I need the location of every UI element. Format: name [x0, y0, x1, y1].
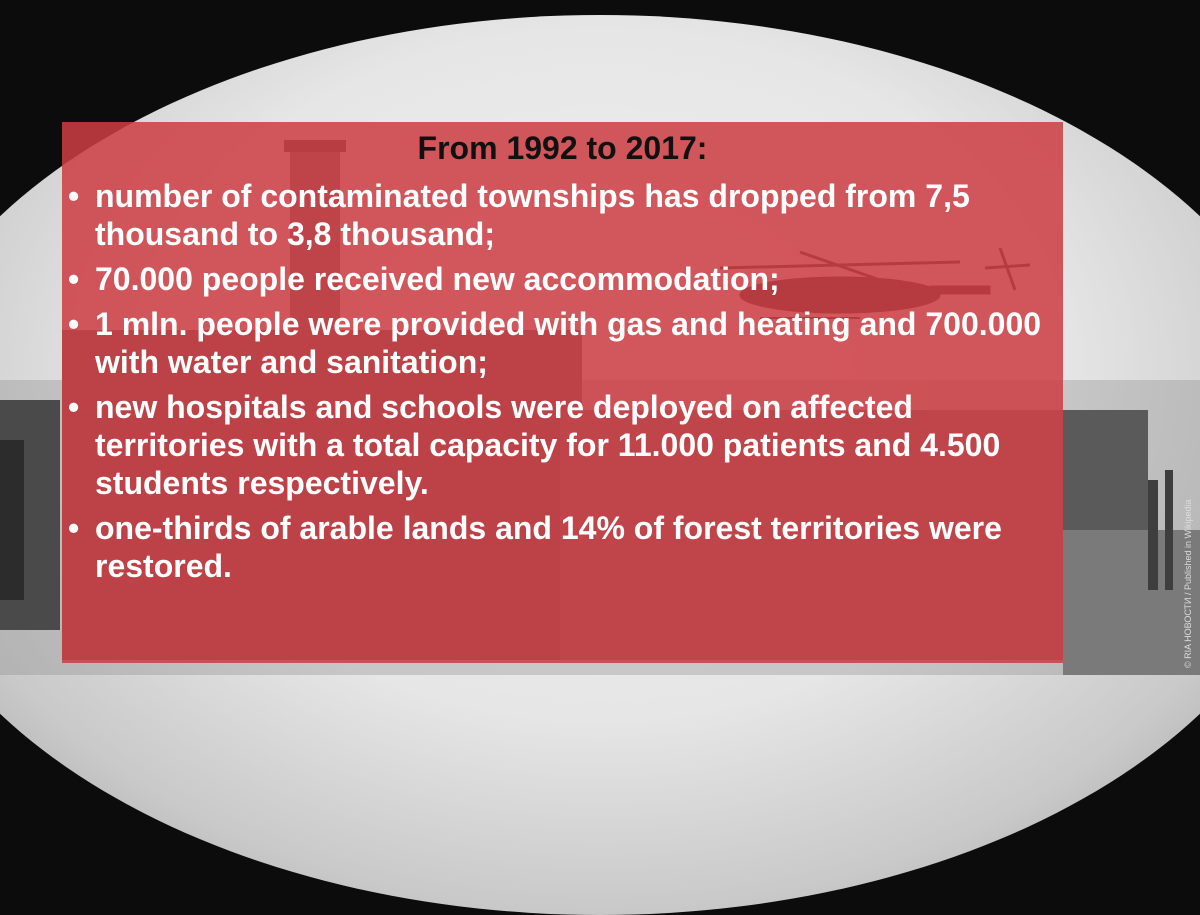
bullet-dot: •: [68, 261, 80, 297]
bullet-text: one-thirds of arable lands and 14% of forest territories were restored.: [95, 510, 1002, 584]
bullet-item: [68, 388, 1058, 502]
bullet-dot: •: [68, 178, 80, 214]
bullet-text: new hospitals and schools were deployed on affected territories with a total capacity for 11.000 patients and 4.500 students respectively.: [95, 389, 1001, 501]
bullet-list: [68, 177, 1058, 592]
right-building: [1063, 410, 1148, 530]
bullet-item: [68, 305, 1058, 381]
bullet-dot: •: [68, 510, 80, 546]
bullet-item: [68, 509, 1058, 585]
bullet-text: number of contaminated townships has dropped from 7,5 thousand to 3,8 thousand;: [95, 178, 970, 252]
bullet-item: [68, 177, 1058, 253]
slide-heading: From 1992 to 2017:: [417, 130, 708, 166]
bullet-item: [68, 260, 1058, 298]
photo-credit: © RIA НОВОСТИ / Published in Wikipedia: [1183, 499, 1193, 668]
bullet-text: 70.000 people received new accommodation;: [95, 261, 780, 297]
bullet-dot: •: [68, 389, 80, 425]
bullet-dot: •: [68, 306, 80, 342]
bullet-text: 1 mln. people were provided with gas and heating and 700.000 with water and sanitation;: [95, 306, 1042, 380]
